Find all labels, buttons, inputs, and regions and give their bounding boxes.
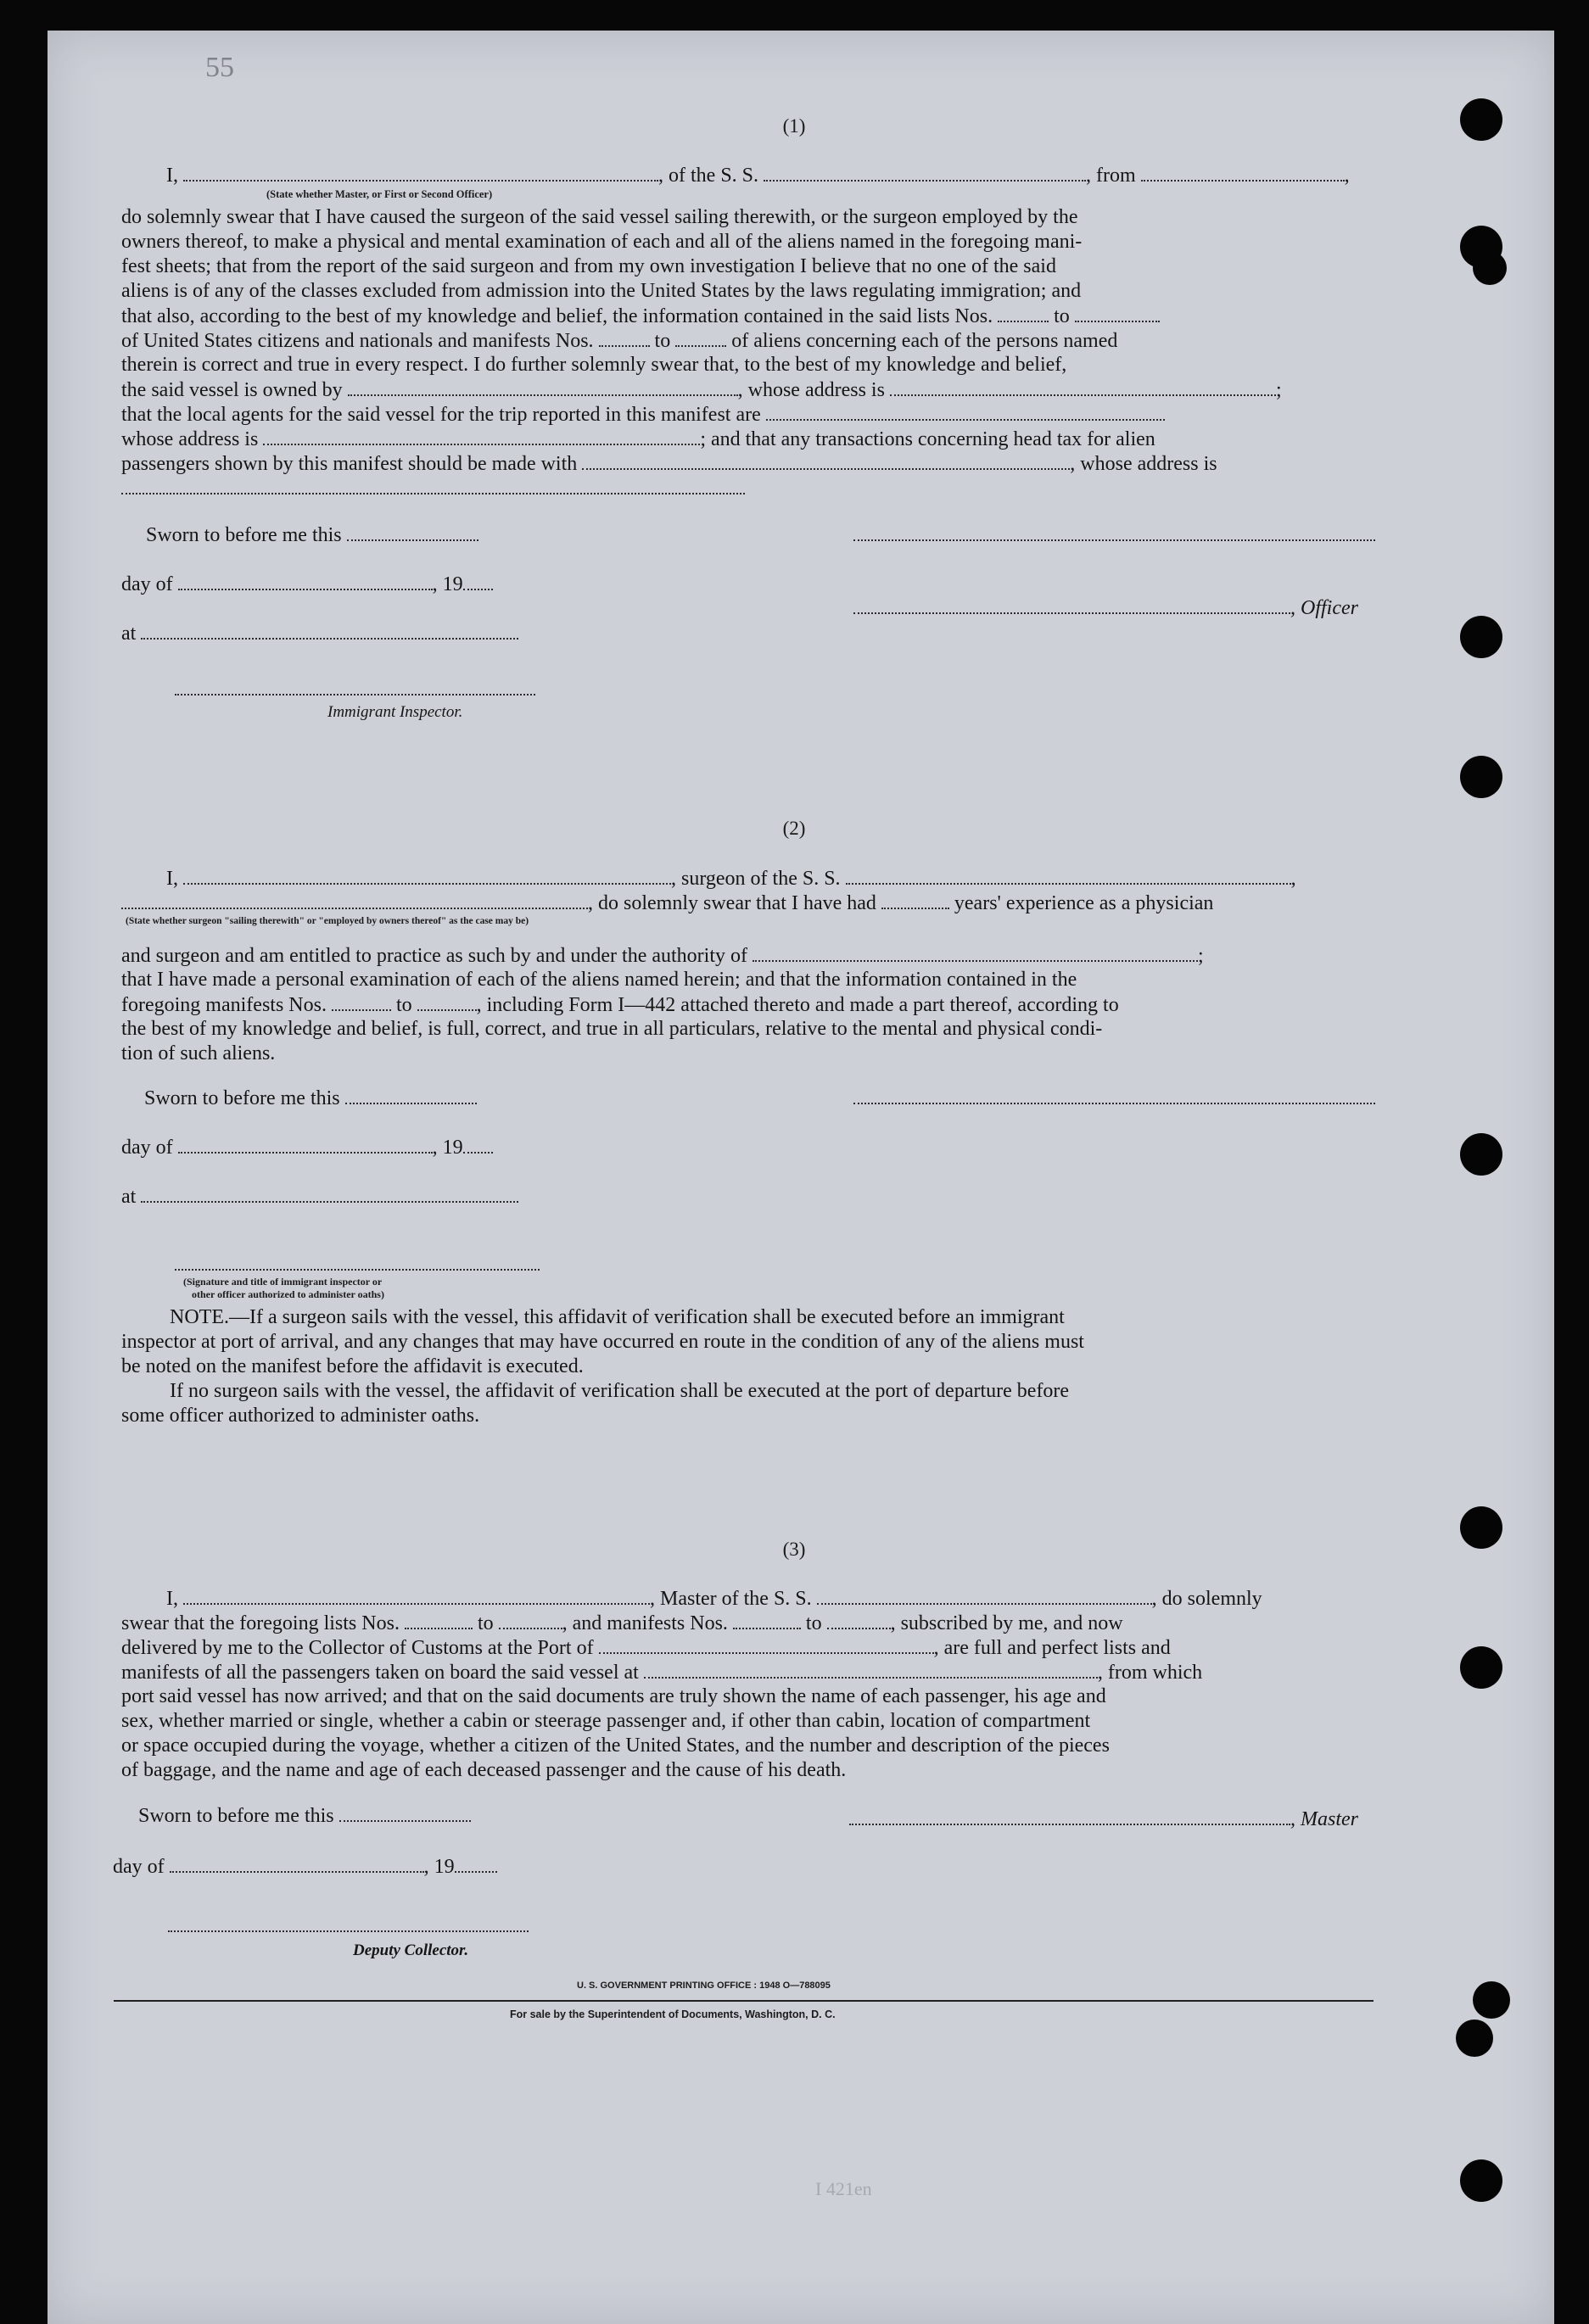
s1-p2: owners thereof, to make a physical and mental examination of each and all of the aliens named in the foregoing mani- <box>121 231 1083 253</box>
s1-p7: therein is correct and true in every respect. I do further solemnly swear that, to the best of my knowledge and belief, <box>121 354 1067 376</box>
binder-hole <box>1456 2020 1493 2057</box>
s3-line-4: manifests of all the passengers taken on board the said vessel at , from which <box>121 1662 1203 1684</box>
s2-p4: the best of my knowledge and belief, is full, correct, and true in all particulars, relative to the mental and physical condi- <box>121 1018 1103 1040</box>
note-1: NOTE.—If a surgeon sails with the vessel, this affidavit of verification shall be executed before an immigrant <box>170 1306 1065 1328</box>
s1-p5: that also, according to the best of my knowledge and belief, the information contained in the said lists Nos. to <box>121 304 1160 328</box>
s1-at: at <box>121 621 518 645</box>
s1-p8: the said vessel is owned by , whose address is ; <box>121 379 1282 401</box>
s3-sworn: Sworn to before me this <box>138 1803 471 1828</box>
s1-p1: do solemnly swear that I have caused the surgeon of the said vessel sailing therewith, or the surgeon employed by the <box>121 206 1078 228</box>
s2-p3: foregoing manifests Nos. to , including Form I—442 attached thereto and made a part thereof, according to <box>121 994 1119 1016</box>
binder-hole <box>1460 616 1502 658</box>
s2-sig-label-1: (Signature and title of immigrant inspector or <box>183 1276 383 1288</box>
section-2-number: (2) <box>782 818 806 839</box>
s3-dayof: day of , 19 <box>113 1854 497 1879</box>
s2-sig-line <box>853 1086 1375 1110</box>
s3-line-1: I, , Master of the S. S. , do solemnly <box>166 1588 1262 1610</box>
s1-sworn: Sworn to before me this <box>146 522 478 547</box>
s2-p1: and surgeon and am entitled to practice as such by and under the authority of ; <box>121 945 1204 967</box>
s2-line-2: , do solemnly swear that I have had years' experience as a physician <box>121 891 1213 915</box>
s3-line-7: or space occupied during the voyage, whether a citizen of the United States, and the number and description of the pieces <box>121 1735 1110 1757</box>
s2-sig-label-2: other officer authorized to administer oaths) <box>192 1288 384 1300</box>
s2-at: at <box>121 1184 518 1209</box>
binder-hole <box>1460 2159 1502 2202</box>
footer-rule <box>114 2000 1374 2002</box>
s3-line-5: port said vessel has now arrived; and that on the said documents are truly shown the name of each passenger, his age and <box>121 1685 1106 1707</box>
s2-p2: that I have made a personal examination of each of the aliens named herein; and that the information contained in the <box>121 969 1077 991</box>
gpo-imprint: U. S. GOVERNMENT PRINTING OFFICE : 1948 O—788095 <box>577 1980 831 1991</box>
s1-sub-1: (State whether Master, or First or Second Officer) <box>266 188 493 200</box>
s3-line-6: sex, whether married or single, whether a cabin or steerage passenger and, if other than cabin, location of compartment <box>121 1710 1091 1732</box>
s1-inspector-line <box>175 677 535 701</box>
s3-master-line: , Master <box>849 1807 1358 1831</box>
binder-hole <box>1473 251 1507 285</box>
s2-line-1: I, , surgeon of the S. S. , <box>166 868 1296 890</box>
s1-p3: fest sheets; that from the report of the said surgeon and from my own investigation I believe that no one of the said <box>121 255 1056 277</box>
s1-line-1: I, , of the S. S. , from , <box>166 165 1350 187</box>
s1-p4: aliens is of any of the classes excluded from admission into the United States by the laws regulating immigration; and <box>121 280 1082 302</box>
note-5: some officer authorized to administer oaths. <box>121 1405 480 1427</box>
s2-sig-line-2 <box>175 1252 540 1277</box>
note-4: If no surgeon sails with the vessel, the affidavit of verification shall be executed at the port of departure before <box>170 1380 1070 1402</box>
s1-p9: that the local agents for the said vessel for the trip reported in this manifest are <box>121 402 1165 427</box>
binder-hole <box>1473 1981 1510 2019</box>
s1-p6: of United States citizens and nationals and manifests Nos. to of aliens concerning each of the persons named <box>121 330 1118 352</box>
s3-deputy-label: Deputy Collector. <box>353 1941 469 1959</box>
s1-inspector-label: Immigrant Inspector. <box>327 703 463 721</box>
s3-line-2: swear that the foregoing lists Nos. to , and manifests Nos. to , subscribed by me, and now <box>121 1612 1123 1634</box>
binder-hole <box>1460 756 1502 798</box>
bleedthrough-mark: I 421en <box>815 2178 872 2199</box>
note-2: inspector at port of arrival, and any changes that may have occurred en route in the condition of any of the aliens must <box>121 1331 1084 1353</box>
s3-deputy-line <box>168 1913 529 1938</box>
s2-dayof: day of , 19 <box>121 1135 493 1159</box>
s3-line-8: of baggage, and the name and age of each deceased passenger and the cause of his death. <box>121 1759 847 1781</box>
s1-p10: whose address is ; and that any transactions concerning head tax for alien <box>121 428 1155 450</box>
binder-hole <box>1460 1133 1502 1176</box>
s1-p11: passengers shown by this manifest should be made with , whose address is <box>121 453 1217 475</box>
s1-officer-line: , Officer <box>853 595 1358 620</box>
s2-sworn: Sworn to before me this <box>144 1086 477 1110</box>
s2-p5: tion of such aliens. <box>121 1042 276 1064</box>
note-3: be noted on the manifest before the affidavit is executed. <box>121 1355 584 1377</box>
section-3-number: (3) <box>782 1539 806 1560</box>
page-mark: 55 <box>205 52 234 83</box>
binder-hole <box>1460 1646 1502 1689</box>
s3-line-3: delivered by me to the Collector of Customs at the Port of , are full and perfect lists and <box>121 1637 1171 1659</box>
s2-sub-1: (State whether surgeon "sailing therewith" or "employed by owners thereof" as the case may be) <box>126 916 529 926</box>
sale-notice: For sale by the Superintendent of Documents, Washington, D. C. <box>510 2008 836 2020</box>
form-page <box>48 31 1554 2324</box>
s1-sig-line-1 <box>853 522 1375 547</box>
section-1-number: (1) <box>782 115 806 137</box>
s1-dayof: day of , 19 <box>121 572 493 596</box>
s1-p12 <box>121 476 745 500</box>
